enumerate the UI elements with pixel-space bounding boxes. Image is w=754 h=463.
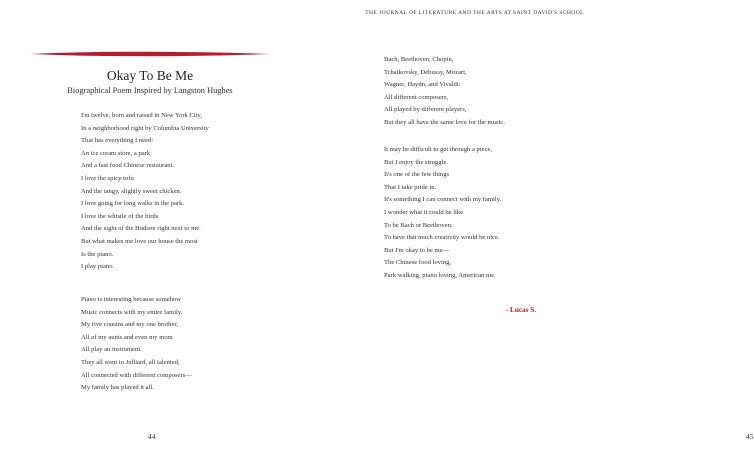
poem-line: My family has played it all.	[81, 384, 154, 392]
poem-line: I wonder what it could be like	[384, 208, 464, 216]
left-page	[0, 0, 300, 463]
poem-line: All play an instrument.	[81, 346, 142, 354]
poem-line: That has everything I need:	[81, 137, 154, 145]
poem-line: That I take pride in.	[384, 183, 437, 191]
poem-line: To be Bach or Beethoven.	[384, 221, 453, 229]
poem-line: All connected with different composers—	[81, 371, 192, 379]
poem-line: Tchaikovsky, Debussy, Mozart,	[384, 68, 467, 76]
poem-line: I love the spicy tofu	[81, 174, 134, 182]
poem-line: All of my aunts and even my mom	[81, 333, 173, 341]
author-signature: - Lucas S.	[505, 306, 536, 314]
poem-line: I love the whistle of the birds	[81, 212, 159, 220]
poem-line: But what makes me love our house the most	[81, 237, 198, 245]
poem-line: I play piano.	[81, 263, 115, 271]
poem-line: It's something I can connect with my family.	[384, 196, 502, 204]
red-brush-rule	[30, 51, 270, 57]
poem-line: I'm twelve, born and raised in New York City,	[81, 112, 203, 119]
page-number-right: 45	[746, 432, 754, 441]
right-page	[300, 0, 754, 463]
poem-line: It's one of the few things	[384, 171, 450, 179]
poem-line: But I enjoy the struggle.	[384, 158, 448, 166]
poem-line: And a fast food Chinese restaurant.	[81, 162, 175, 170]
running-header: THE JOURNAL OF LITERATURE AND THE ARTS AT SAINT DAVID'S SCHOOL	[365, 10, 584, 16]
stanza-1	[81, 110, 209, 274]
poem-line: I love going for long walks in the park.	[81, 200, 185, 208]
poem-line: In a neighborhood right by Columbia University	[81, 124, 209, 132]
stanza-2	[81, 294, 192, 395]
poem-line: But they all have the same love for the music.	[384, 118, 505, 126]
poem-line: It may be difficult to get through a piece,	[384, 146, 493, 153]
poem-line: Bach, Beethoven, Chopin,	[384, 56, 454, 63]
poem-line: Piano is interesting because somehow	[81, 296, 181, 303]
poem-line: All played by different players,	[384, 106, 467, 114]
poem-line: All different composers,	[384, 93, 449, 101]
stanza-3	[384, 54, 505, 130]
poem-line: Is the piano.	[81, 250, 114, 258]
poem-line: Music connects with my entire family.	[81, 308, 183, 316]
poem-line: But I'm okay to be me—	[384, 246, 450, 254]
poem-line: They all went to Julliard, all talented,	[81, 358, 180, 366]
poem-line: And the tangy, slightly sweet chicken.	[81, 187, 182, 195]
poem-line: An ice cream store, a park	[81, 149, 151, 157]
poem-line: Park walking, piano loving, American me.	[384, 271, 496, 279]
page-number-left: 44	[148, 432, 156, 441]
poem-subtitle: Biographical Poem Inspired by Langston Hughes	[67, 86, 233, 95]
poem-line: To have that much creativity would be nice.	[384, 234, 500, 242]
poem-line: And the sight of the Hudson right next to me.	[81, 225, 201, 233]
poem-line: Wagner, Haydn, and Vivaldi:	[384, 81, 461, 89]
poem-line: The Chinese food loving,	[384, 259, 452, 267]
stanza-4	[384, 144, 501, 283]
poem-line: My five cousins and my one brother,	[81, 321, 178, 329]
poem-title: Okay To Be Me	[106, 68, 194, 83]
